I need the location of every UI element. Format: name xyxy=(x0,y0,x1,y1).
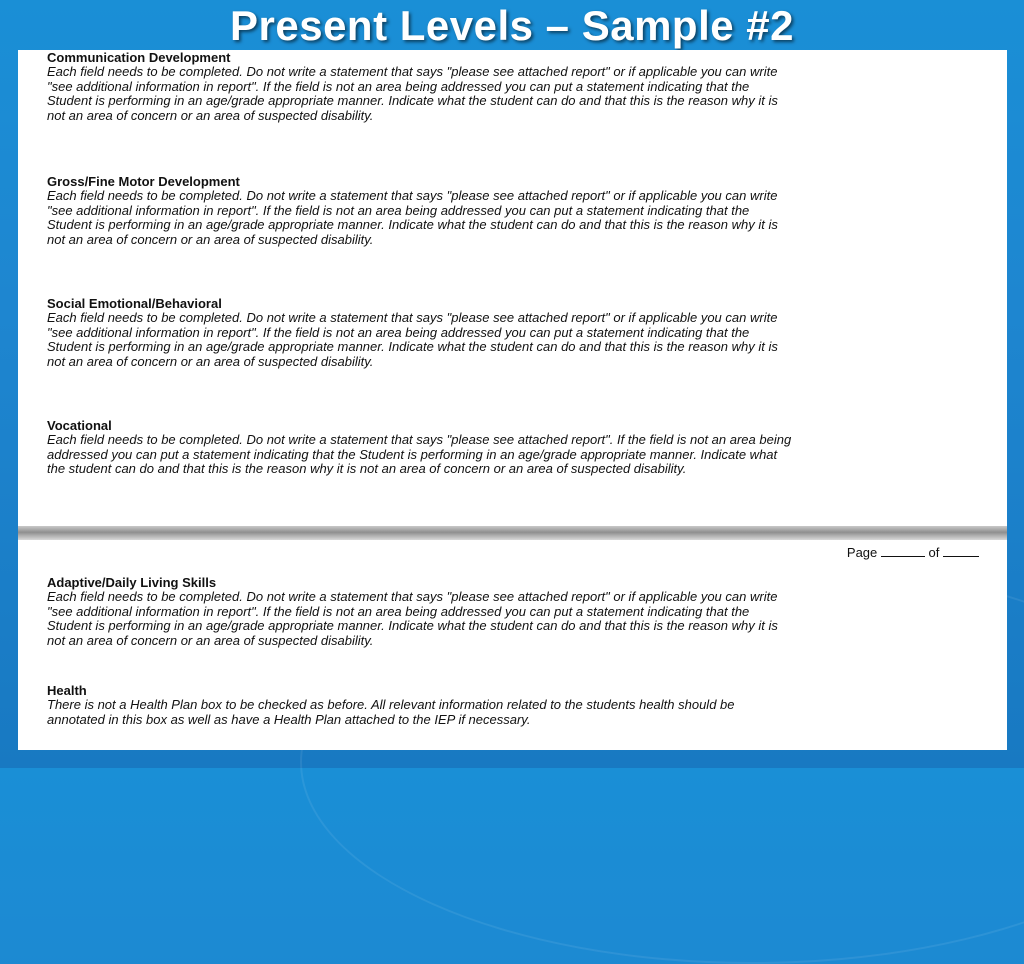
section-title: Health xyxy=(47,683,87,698)
section-body: Each field needs to be completed. Do not write a statement that says "please see attached report" or if applicable you can write "see additional information in report". If the field is not an area being addressed you can put a statement indicating that the Student is performing in an age/grade appropriate manner. Indicate what the student can do and that this is the reason why it is not an area of concern or an area of suspected disability. xyxy=(47,64,778,123)
section-body: There is not a Health Plan box to be checked as before. All relevant information related to the students health should be annotated in this box as well as have a Health Plan attached to the IEP if necessary. xyxy=(47,697,735,727)
section-body: Each field needs to be completed. Do not write a statement that says "please see attached report" or if applicable you can write "see additional information in report". If the field is not an area being addressed you can put a statement indicating that the Student is performing in an age/grade appropriate manner. Indicate what the student can do and that this is the reason why it is not an area of concern or an area of suspected disability. xyxy=(47,188,778,247)
section-social-emotional xyxy=(47,297,977,369)
section-adaptive-daily-living xyxy=(47,576,977,648)
section-title: Gross/Fine Motor Development xyxy=(47,174,240,189)
section-communication-development xyxy=(47,51,977,123)
section-title: Adaptive/Daily Living Skills xyxy=(47,575,217,590)
section-body: Each field needs to be completed. Do not write a statement that says "please see attached report" or if applicable you can write "see additional information in report". If the field is not an area being addressed you can put a statement indicating that the Student is performing in an age/grade appropriate manner. Indicate what the student can do and that this is the reason why it is not an area of concern or an area of suspected disability. xyxy=(47,310,778,369)
document-page-top xyxy=(18,50,1007,528)
section-title: Social Emotional/Behavioral xyxy=(47,296,222,311)
section-health xyxy=(47,684,977,727)
section-gross-fine-motor xyxy=(47,175,977,247)
page-label: Page xyxy=(846,545,878,560)
section-body: Each field needs to be completed. Do not write a statement that says "please see attached report" or if applicable you can write "see additional information in report". If the field is not an area being addressed you can put a statement indicating that the Student is performing in an age/grade appropriate manner. Indicate what the student can do and that this is the reason why it is not an area of concern or an area of suspected disability. xyxy=(47,589,778,648)
slide-title: Present Levels – Sample #2 xyxy=(230,2,794,49)
section-vocational xyxy=(47,419,977,477)
of-label: of xyxy=(928,545,940,560)
page-break-divider xyxy=(18,526,1007,540)
page-total-blank xyxy=(943,545,979,557)
page-number-line xyxy=(47,544,979,562)
document-page-bottom xyxy=(18,540,1007,750)
page-number-blank xyxy=(881,545,925,557)
section-title: Communication Development xyxy=(47,50,231,65)
section-body: Each field needs to be completed. Do not write a statement that says "please see attached report". If the field is not an area being addressed you can put a statement indicating that the Student is performing in an age/grade appropriate manner. Indicate what the student can do and that this is the reason why it is not an area of concern or an area of suspected disability. xyxy=(47,432,792,476)
section-title: Vocational xyxy=(47,418,112,433)
